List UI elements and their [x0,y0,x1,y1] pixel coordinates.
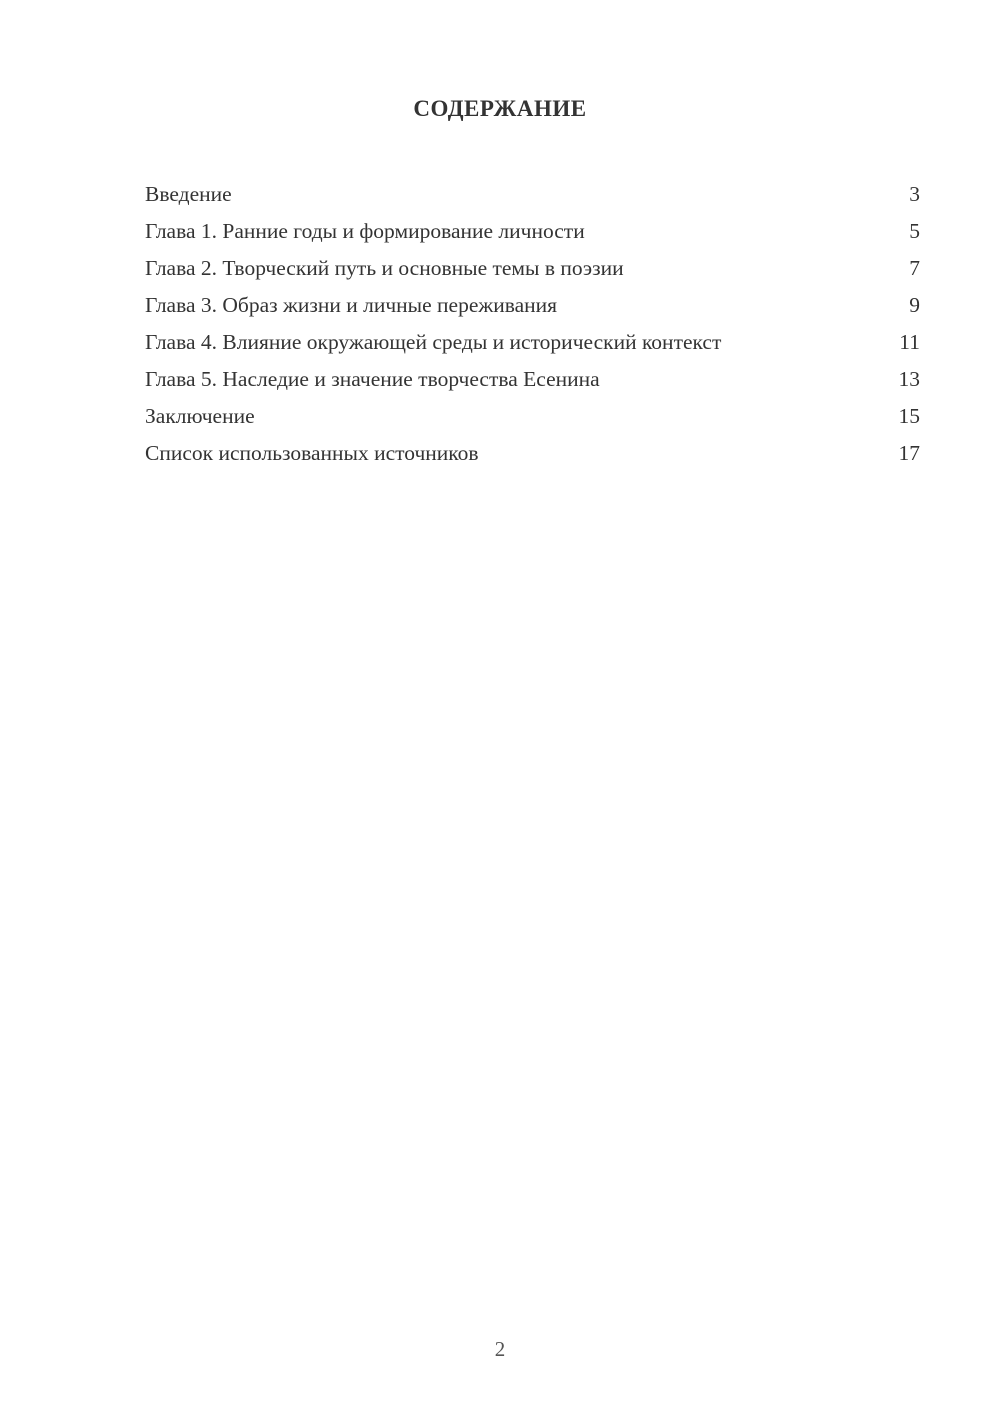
toc-entry-page: 11 [899,330,920,354]
toc-entry [145,361,920,398]
toc-entry [145,287,920,324]
toc-entry [145,250,920,287]
toc-entry [145,398,920,435]
toc-entry-page: 17 [898,441,920,465]
toc-entry-label: Глава 4. Влияние окружающей среды и исторический контекст [145,330,722,354]
toc-entry-label: Глава 1. Ранние годы и формирование личности [145,219,585,243]
toc-entry [145,435,920,472]
toc-entry-label: Глава 2. Творческий путь и основные темы в поэзии [145,256,624,280]
toc-title: СОДЕРЖАНИЕ [413,96,587,121]
toc-entry [145,324,920,361]
toc-entry-page: 9 [909,293,920,317]
toc-entry-label: Заключение [145,404,255,428]
toc-entry-page: 3 [909,182,920,206]
toc-entry-page: 5 [909,219,920,243]
toc-entry-label: Глава 3. Образ жизни и личные переживания [145,293,558,317]
toc-entry [145,213,920,250]
page-number: 2 [494,1337,506,1361]
toc-entry-label: Список использованных источников [145,441,479,465]
toc-entry-label: Глава 5. Наследие и значение творчества Есенина [145,367,600,391]
table-of-contents [145,176,920,472]
toc-entry [145,176,920,213]
toc-entry-page: 13 [898,367,920,391]
toc-entry-page: 15 [898,404,920,428]
toc-entry-label: Введение [145,182,232,206]
toc-entry-page: 7 [909,256,920,280]
